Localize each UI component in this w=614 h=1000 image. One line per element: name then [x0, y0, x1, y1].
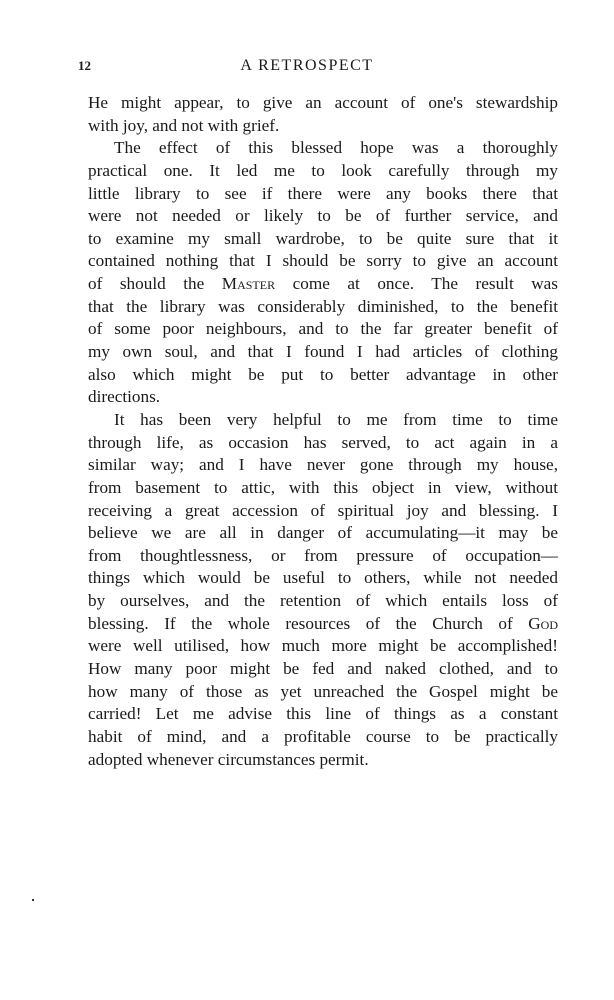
text-line: habit of mind, and a profitable course to be practically [88, 726, 558, 746]
text-line: with joy, and not with grief. [88, 115, 280, 135]
text-line: how many of those as yet unreached the Gospel might be [88, 681, 558, 701]
text-line: carried! Let me advise this line of things as a constant [88, 704, 558, 724]
text-line: The effect of this blessed hope was a thoroughly [114, 138, 558, 158]
text-line: How many poor might be fed and naked clothed, and to [88, 659, 558, 679]
text-line: of should the Master come at once. The result was [88, 274, 558, 294]
text-line: things which would be useful to others, while not needed [88, 568, 558, 588]
text-line: to examine my small wardrobe, to be quite sure that it [88, 228, 558, 248]
text-line: He might appear, to give an account of one's stewardship [88, 93, 558, 112]
text-line: through life, as occasion has served, to act again in a [88, 432, 558, 452]
text-line: blessing. If the whole resources of the Church of God [88, 613, 558, 633]
page-number: 12 [78, 58, 91, 73]
text-line: of some poor neighbours, and to the far greater benefit of [88, 319, 558, 339]
text-line: adopted whenever circumstances permit. [88, 749, 369, 769]
text-line: were well utilised, how much more might be accomplished! [88, 636, 558, 656]
text-line: directions. [88, 387, 161, 407]
text-line: my own soul, and that I found I had articles of clothing [88, 342, 558, 362]
paragraph [88, 137, 558, 409]
page-body [88, 92, 558, 771]
text-line: also which might be put to better advantage in other [88, 364, 558, 384]
text-line: from thoughtlessness, or from pressure of occupation— [88, 545, 558, 565]
text-line: believe we are all in danger of accumulating—it may be [88, 523, 558, 543]
paragraph [88, 92, 558, 137]
text-line: It has been very helpful to me from time to time [114, 409, 558, 429]
text-line: by ourselves, and the retention of which entails loss of [88, 591, 558, 611]
text-line: practical one. It led me to look carefully through my [88, 160, 558, 180]
text-line: receiving a great accession of spiritual joy and blessing. I [88, 500, 558, 520]
paragraph [88, 409, 558, 771]
text-line: from basement to attic, with this object in view, without [88, 477, 558, 497]
text-line: contained nothing that I should be sorry to give an account [88, 251, 558, 271]
text-line: were not needed or likely to be of further service, and [88, 206, 558, 226]
text-line: little library to see if there were any books there that [88, 183, 558, 203]
running-title: A RETROSPECT [240, 57, 374, 74]
text-line: similar way; and I have never gone through my house, [88, 455, 558, 475]
scan-speck [32, 899, 34, 901]
text-line: that the library was considerably diminished, to the benefit [88, 296, 558, 316]
